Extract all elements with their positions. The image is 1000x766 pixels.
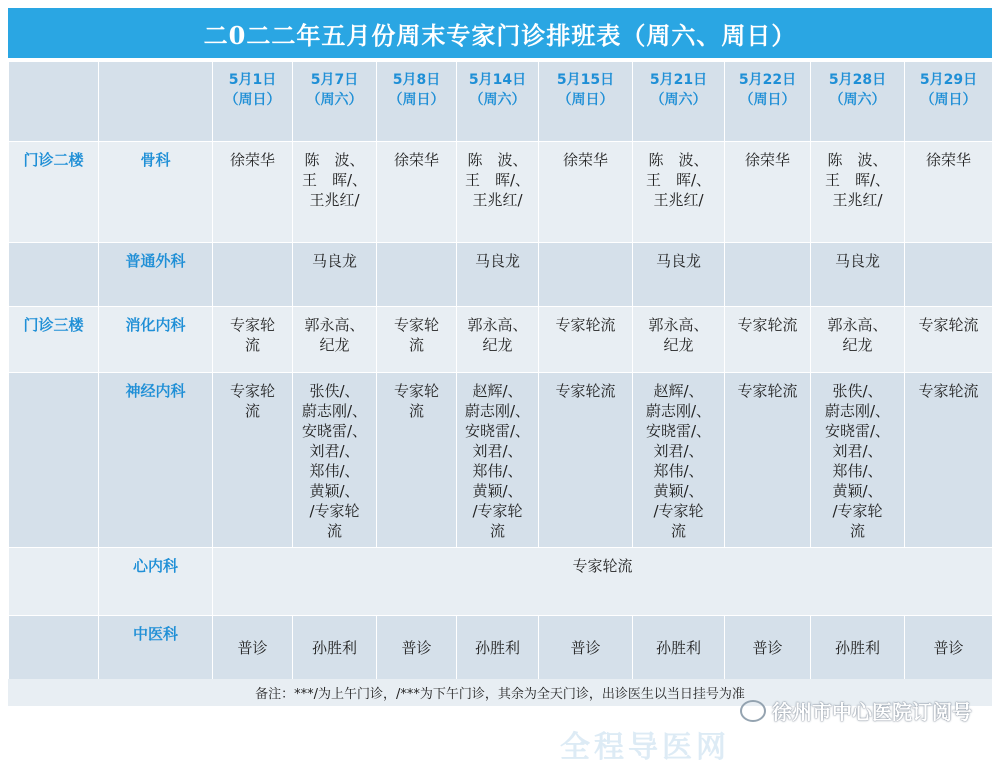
- page-title: 二0二二年五月份周末专家门诊排班表（周六、周日）: [8, 8, 992, 58]
- schedule-cell: 专家轮流: [725, 373, 811, 548]
- schedule-cell: 张佚/、 蔚志刚/、 安晓雷/、 刘君/、 郑伟/、 黄颖/、 /专家轮 流: [811, 373, 905, 548]
- date-header: 5月21日 （周六）: [633, 62, 725, 142]
- schedule-cell: 专家轮 流: [213, 307, 293, 373]
- schedule-cell: 陈 波、 王 晖/、 王兆红/: [457, 142, 539, 243]
- schedule-cell: 徐荣华: [539, 142, 633, 243]
- row-neurology: [9, 373, 993, 548]
- dept-label: 心内科: [99, 548, 213, 616]
- schedule-cell: 郭永高、 纪龙: [633, 307, 725, 373]
- row-gastroenterology: [9, 307, 993, 373]
- schedule-cell: 赵辉/、 蔚志刚/、 安晓雷/、 刘君/、 郑伟/、 黄颖/、 /专家轮 流: [457, 373, 539, 548]
- floor-label: [9, 548, 99, 616]
- schedule-cell: 郭永高、 纪龙: [457, 307, 539, 373]
- wechat-icon: [740, 700, 766, 722]
- date-header: 5月1日 （周日）: [213, 62, 293, 142]
- schedule-cell: 张佚/、 蔚志刚/、 安晓雷/、 刘君/、 郑伟/、 黄颖/、 /专家轮 流: [293, 373, 377, 548]
- date-header: 5月22日 （周日）: [725, 62, 811, 142]
- date-header: 5月28日 （周六）: [811, 62, 905, 142]
- schedule-cell: [905, 243, 993, 307]
- date-header: 5月29日 （周日）: [905, 62, 993, 142]
- schedule-cell: 专家轮 流: [377, 307, 457, 373]
- floor-label: [9, 616, 99, 680]
- schedule-cell: [539, 243, 633, 307]
- watermark-bottom: 全程导医网: [560, 730, 730, 765]
- schedule-cell: 马良龙: [633, 243, 725, 307]
- schedule-cell: 普诊: [377, 616, 457, 680]
- date-header: 5月8日 （周日）: [377, 62, 457, 142]
- schedule-cell: 普诊: [213, 616, 293, 680]
- dept-label: 消化内科: [99, 307, 213, 373]
- schedule-cell: 郭永高、 纪龙: [811, 307, 905, 373]
- schedule-table: [8, 61, 993, 680]
- corner-cell: [99, 62, 213, 142]
- schedule-cell: 专家轮流: [905, 373, 993, 548]
- dept-label: 中医科: [99, 616, 213, 680]
- header-row: [9, 62, 993, 142]
- watermark: [740, 696, 972, 725]
- schedule-cell: 马良龙: [457, 243, 539, 307]
- schedule-cell: 马良龙: [811, 243, 905, 307]
- schedule-cell: 徐荣华: [725, 142, 811, 243]
- schedule-cell: 徐荣华: [377, 142, 457, 243]
- date-header: 5月7日 （周六）: [293, 62, 377, 142]
- row-tcm: [9, 616, 993, 680]
- schedule-cell: 专家轮 流: [213, 373, 293, 548]
- row-general-surgery: [9, 243, 993, 307]
- schedule-cell: 孙胜利: [811, 616, 905, 680]
- schedule-cell: 陈 波、 王 晖/、 王兆红/: [293, 142, 377, 243]
- floor-label: [9, 373, 99, 548]
- schedule-cell: 专家轮流: [905, 307, 993, 373]
- date-header: 5月15日 （周日）: [539, 62, 633, 142]
- schedule-cell: 孙胜利: [293, 616, 377, 680]
- schedule-cell: 赵辉/、 蔚志刚/、 安晓雷/、 刘君/、 郑伟/、 黄颖/、 /专家轮 流: [633, 373, 725, 548]
- schedule-cell: 孙胜利: [633, 616, 725, 680]
- footnote: 备注：***/为上午门诊，/***为下午门诊，其余为全天门诊，出诊医生以当日挂号为准: [8, 679, 992, 706]
- schedule-cell: 陈 波、 王 晖/、 王兆红/: [811, 142, 905, 243]
- schedule-cell: 马良龙: [293, 243, 377, 307]
- schedule-cell: 普诊: [539, 616, 633, 680]
- schedule-cell: 郭永高、 纪龙: [293, 307, 377, 373]
- corner-cell: [9, 62, 99, 142]
- dept-label: 神经内科: [99, 373, 213, 548]
- schedule-cell: 专家轮流: [539, 307, 633, 373]
- schedule-cell: 专家轮流: [539, 373, 633, 548]
- schedule-cell: [377, 243, 457, 307]
- schedule-cell: [725, 243, 811, 307]
- dept-label: 普通外科: [99, 243, 213, 307]
- schedule-cell: 陈 波、 王 晖/、 王兆红/: [633, 142, 725, 243]
- schedule-cell: 普诊: [725, 616, 811, 680]
- dept-label: 骨科: [99, 142, 213, 243]
- schedule-cell: [213, 243, 293, 307]
- schedule-cell: 专家轮流: [725, 307, 811, 373]
- schedule-cell: 专家轮 流: [377, 373, 457, 548]
- schedule-cell: 徐荣华: [905, 142, 993, 243]
- schedule-cell: 专家轮流: [213, 548, 993, 616]
- row-orthopedics: [9, 142, 993, 243]
- floor-label: [9, 243, 99, 307]
- schedule-cell: 徐荣华: [213, 142, 293, 243]
- watermark-text: 徐州市中心医院订阅号: [772, 700, 972, 724]
- schedule-cell: 孙胜利: [457, 616, 539, 680]
- row-cardiology: [9, 548, 993, 616]
- floor-label: 门诊三楼: [9, 307, 99, 373]
- floor-label: 门诊二楼: [9, 142, 99, 243]
- schedule-cell: 普诊: [905, 616, 993, 680]
- date-header: 5月14日 （周六）: [457, 62, 539, 142]
